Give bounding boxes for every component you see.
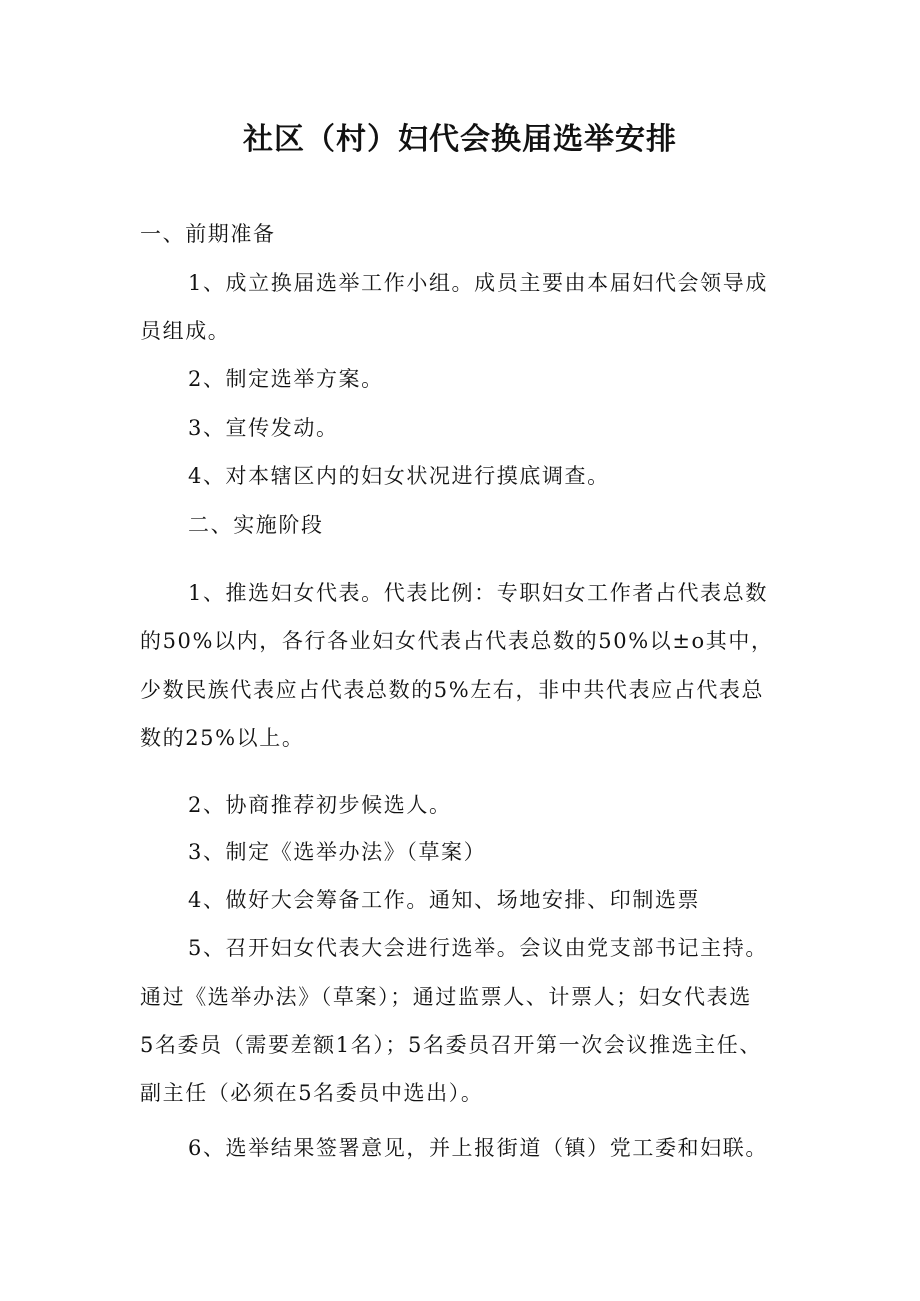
- impl-item-2: 2、协商推荐初步候选人。: [188, 793, 452, 817]
- impl-item-6: 6、选举结果签署意见，并上报街道（镇）党工委和妇联。: [188, 1136, 768, 1160]
- impl-item-1-line-4: 数的25%以上。: [140, 726, 305, 750]
- impl-item-1-line-2: 的50%以内，各行各业妇女代表占代表总数的50%以±o其中，: [140, 629, 774, 653]
- impl-item-1-line-3: 少数民族代表应占代表总数的5%左右，非中共代表应占代表总: [140, 678, 765, 702]
- impl-item-1-line-1: 1、推选妇女代表。代表比例：专职妇女工作者占代表总数: [188, 581, 768, 605]
- impl-item-5-line-2: 通过《选举办法》（草案）；通过监票人、计票人；妇女代表选: [140, 985, 752, 1009]
- prep-item-3: 3、宣传发动。: [188, 416, 339, 440]
- impl-item-3: 3、制定《选举办法》（草案）: [188, 840, 487, 864]
- prep-item-2: 2、制定选举方案。: [188, 367, 384, 391]
- impl-item-5-line-1: 5、召开妇女代表大会进行选举。会议由党支部书记主持。: [188, 936, 768, 960]
- document-title: 社区（村）妇代会换届选举安排: [243, 122, 677, 157]
- impl-item-4: 4、做好大会筹备工作。通知、场地安排、印制选票: [188, 888, 701, 912]
- prep-item-1-line-2: 员组成。: [140, 319, 231, 343]
- impl-item-5-line-3: 5名委员（需要差额1名）；5名委员召开第一次会议推选主任、: [140, 1033, 762, 1057]
- section-heading-implementation: 二、实施阶段: [188, 513, 324, 537]
- section-heading-preparation: 一、前期准备: [140, 222, 276, 246]
- prep-item-1-line-1: 1、成立换届选举工作小组。成员主要由本届妇代会领导成: [188, 271, 768, 295]
- prep-item-4: 4、对本辖区内的妇女状况进行摸底调查。: [188, 464, 610, 488]
- impl-item-5-line-4: 副主任（必须在5名委员中选出）。: [140, 1081, 484, 1105]
